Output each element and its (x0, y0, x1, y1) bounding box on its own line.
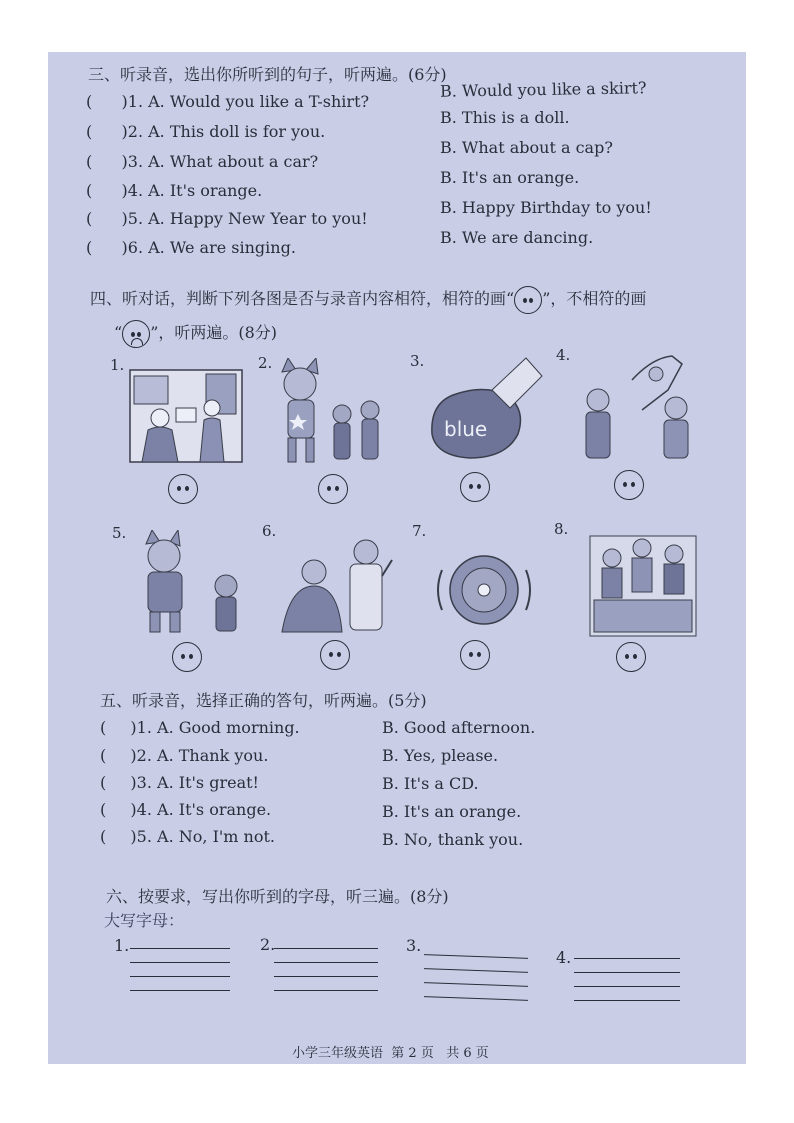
blank-number: 1. (114, 936, 130, 955)
option-a: A. This doll is for you. (148, 122, 326, 141)
section6-subheading: 大写字母： (104, 911, 185, 930)
smiley-face-icon (514, 286, 542, 314)
question-row (86, 209, 368, 228)
option-b: B. It's an orange. (382, 802, 522, 821)
picture-number: 3. (410, 352, 425, 370)
writing-line[interactable] (130, 976, 230, 977)
option-b: B. We are dancing. (440, 228, 594, 247)
option-a: A. Happy New Year to you! (148, 209, 368, 228)
answer-paren: ( (86, 181, 93, 200)
writing-line[interactable] (274, 948, 378, 949)
smiley-face-icon[interactable] (460, 640, 490, 670)
writing-line[interactable] (574, 986, 680, 987)
option-a: A. Thank you. (157, 746, 269, 765)
writing-line[interactable] (130, 948, 230, 949)
smiley-face-icon[interactable] (318, 474, 348, 504)
picture-number: 4. (556, 346, 571, 364)
cat-and-mice-picture (276, 358, 386, 466)
question-row (86, 238, 296, 257)
writing-line[interactable] (424, 982, 528, 987)
writing-line[interactable] (574, 1000, 680, 1001)
picture-number: 2. (258, 354, 273, 372)
question-row (100, 827, 275, 846)
answer-paren: ( (86, 209, 93, 228)
section3-heading: 三、听录音，选出你所听到的句子，听两遍。(6分) (88, 65, 447, 84)
question-number: )5. (130, 827, 152, 846)
picture-number: 5. (112, 524, 127, 542)
option-b: B. What about a cap? (440, 138, 613, 157)
heading-text: “ (114, 323, 123, 342)
smiley-face-icon[interactable] (616, 642, 646, 672)
option-a: A. It's orange. (148, 181, 263, 200)
question-number: )4. (130, 800, 152, 819)
answer-paren: ( (100, 746, 107, 765)
option-a: A. What about a car? (148, 152, 319, 171)
answer-paren: ( (100, 718, 107, 737)
answer-paren: ( (86, 92, 93, 111)
blank-number: 4. (556, 948, 572, 967)
section4-heading-line2 (114, 318, 277, 348)
writing-line[interactable] (274, 976, 378, 977)
picture-number: 6. (262, 522, 277, 540)
paint-label: blue (444, 417, 488, 441)
answer-paren: ( (100, 773, 107, 792)
writing-line[interactable] (574, 958, 680, 959)
question-number: )3. (121, 152, 144, 171)
writing-line[interactable] (424, 968, 528, 973)
question-row (86, 181, 262, 200)
question-number: )3. (130, 773, 152, 792)
option-b: B. It's an orange. (440, 168, 580, 187)
exam-sheet (48, 52, 746, 1064)
picture-number: 7. (412, 522, 427, 540)
answer-paren: ( (100, 827, 107, 846)
option-a: A. Would you like a T-shirt? (148, 92, 370, 111)
blue-paint-picture (426, 354, 544, 464)
question-row (86, 152, 318, 171)
option-a: A. Good morning. (157, 718, 300, 737)
question-row (100, 800, 271, 819)
answer-paren: ( (100, 800, 107, 819)
option-a: A. No, I'm not. (157, 827, 275, 846)
question-row (100, 746, 268, 765)
smiley-face-icon[interactable] (460, 472, 490, 502)
heading-text: ”，不相符的画 (542, 289, 647, 308)
page-footer (292, 1042, 489, 1061)
question-number: )6. (121, 238, 144, 257)
option-b: B. It's a CD. (382, 774, 479, 793)
footer-page-number: 第 2 页 (391, 1046, 434, 1061)
question-row (86, 92, 369, 111)
smiley-face-icon[interactable] (614, 470, 644, 500)
question-number: )2. (121, 122, 144, 141)
option-a: A. It's orange. (157, 800, 272, 819)
smiley-face-icon[interactable] (168, 474, 198, 504)
smiley-face-icon[interactable] (172, 642, 202, 672)
writing-line[interactable] (424, 996, 528, 1001)
spinning-cd-picture (428, 548, 538, 632)
question-number: )5. (121, 209, 144, 228)
writing-line[interactable] (574, 972, 680, 973)
heading-text: 四、听对话，判断下列各图是否与录音内容相符，相符的画“ (90, 289, 515, 308)
sad-face-icon (122, 320, 150, 348)
blank-number: 2. (260, 935, 276, 954)
writing-line[interactable] (130, 990, 230, 991)
writing-line[interactable] (274, 990, 378, 991)
option-a: A. We are singing. (148, 238, 296, 257)
writing-line[interactable] (130, 962, 230, 963)
friends-talking-picture (280, 536, 394, 634)
bedroom-greeting-picture (128, 368, 244, 464)
cat-jacket-picture (132, 530, 252, 634)
heading-text: ”，听两遍。(8分) (150, 323, 278, 342)
footer-total-pages: 共 6 页 (446, 1046, 489, 1061)
question-row (100, 773, 259, 792)
picture-number: 8. (554, 520, 569, 538)
answer-paren: ( (86, 152, 93, 171)
footer-subject: 小学三年级英语 (292, 1046, 384, 1061)
option-b: B. Yes, please. (382, 746, 499, 765)
blank-number: 3. (406, 936, 422, 955)
option-b: B. Good afternoon. (382, 718, 536, 737)
picture-number: 1. (110, 356, 125, 374)
question-row (86, 122, 325, 141)
family-slide-picture (572, 350, 690, 462)
question-number: )2. (130, 746, 152, 765)
question-row (100, 718, 300, 737)
section6-heading: 六、按要求，写出你听到的字母，听三遍。(8分) (106, 887, 449, 906)
question-number: )1. (130, 718, 152, 737)
writing-line[interactable] (424, 954, 528, 959)
answer-paren: ( (86, 238, 93, 257)
family-party-picture (588, 534, 698, 638)
question-number: )1. (121, 92, 144, 111)
option-b: B. Would you like a skirt? (439, 78, 647, 101)
question-number: )4. (121, 181, 144, 200)
option-b: B. No, thank you. (382, 830, 524, 849)
writing-line[interactable] (274, 962, 378, 963)
option-b: B. Happy Birthday to you! (440, 198, 652, 217)
smiley-face-icon[interactable] (320, 640, 350, 670)
option-b: B. This is a doll. (440, 108, 570, 127)
section5-heading: 五、听录音，选择正确的答句，听两遍。(5分) (100, 691, 427, 710)
answer-paren: ( (86, 122, 93, 141)
option-a: A. It's great! (157, 773, 259, 792)
section4-heading (90, 284, 646, 314)
